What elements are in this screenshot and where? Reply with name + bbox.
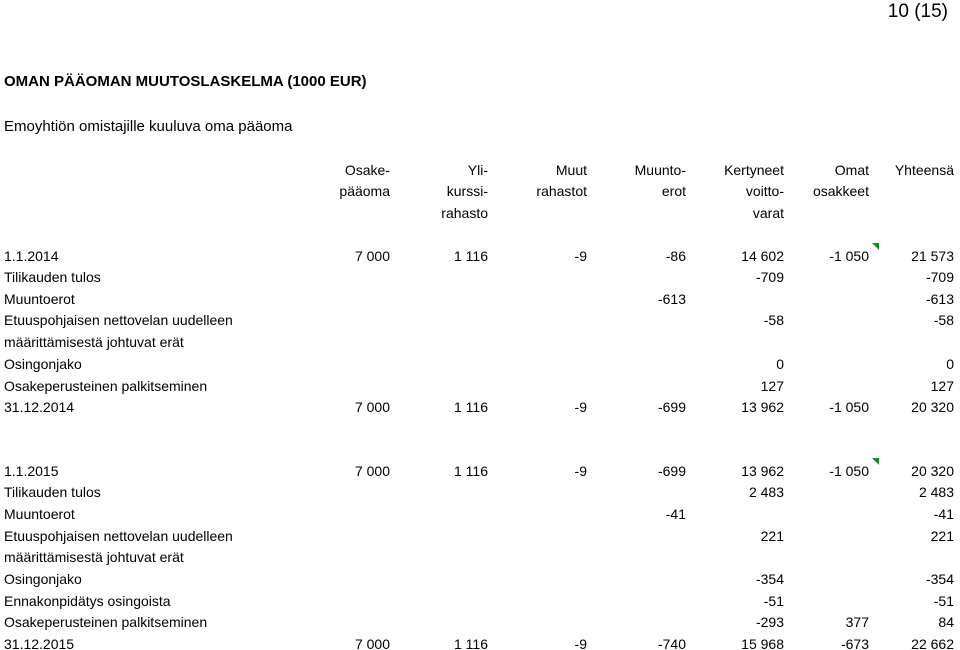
cell-value: -673 (840, 636, 869, 650)
column-header: varat (752, 205, 784, 221)
cell-value: -709 (925, 269, 954, 285)
cell-value: -51 (763, 593, 784, 609)
cell-value: -41 (665, 506, 686, 522)
column-header: Yli- (467, 162, 488, 178)
row-label: Tilikauden tulos (4, 484, 101, 500)
cell-value: 7 000 (354, 248, 390, 264)
cell-value: -51 (933, 593, 954, 609)
cell-value: 2 483 (918, 484, 954, 500)
cell-value: 7 000 (354, 399, 390, 415)
cell-value: 13 962 (741, 463, 784, 479)
column-header: Kertyneet (724, 162, 784, 178)
cell-value: -9 (574, 463, 587, 479)
subtitle: Emoyhtiön omistajille kuuluva oma pääoma (4, 118, 293, 135)
row-label: Tilikauden tulos (4, 269, 101, 285)
row-label: määrittämisestä johtuvat erät (4, 549, 184, 565)
comment-marker-icon (872, 243, 879, 250)
cell-value: -1 050 (829, 463, 869, 479)
column-header: Muunto- (634, 162, 686, 178)
cell-value: 377 (845, 614, 869, 630)
column-header: erot (661, 183, 686, 199)
page-title: OMAN PÄÄOMAN MUUTOSLASKELMA (1000 EUR) (4, 73, 367, 90)
cell-value: -1 050 (829, 399, 869, 415)
column-header: kurssi- (446, 183, 488, 199)
cell-value: -9 (574, 636, 587, 650)
cell-value: 20 320 (911, 463, 954, 479)
row-label: Osakeperusteinen palkitseminen (4, 378, 208, 394)
column-header: rahastot (536, 183, 587, 199)
cell-value: 127 (930, 378, 954, 394)
cell-value: 7 000 (354, 463, 390, 479)
cell-value: 0 (946, 356, 954, 372)
cell-value: 221 (760, 528, 784, 544)
row-label: Ennakonpidätys osingoista (4, 593, 171, 609)
row-label: 31.12.2014 (4, 399, 75, 415)
cell-value: 7 000 (354, 636, 390, 650)
column-header: osakkeet (812, 183, 869, 199)
column-header: Omat (834, 162, 869, 178)
column-header: voitto- (745, 183, 784, 199)
cell-value: -9 (574, 248, 587, 264)
cell-value: 84 (938, 614, 954, 630)
cell-value: -613 (657, 291, 686, 307)
cell-value: -613 (925, 291, 954, 307)
cell-value: 14 602 (741, 248, 784, 264)
cell-value: 13 962 (741, 399, 784, 415)
column-header: rahasto (441, 205, 488, 221)
cell-value: 2 483 (748, 484, 784, 500)
cell-value: -58 (933, 312, 954, 328)
column-header: Muut (555, 162, 587, 178)
row-label: Osingonjako (4, 571, 82, 587)
cell-value: 0 (776, 356, 784, 372)
row-label: Osakeperusteinen palkitseminen (4, 614, 208, 630)
comment-marker-icon (872, 458, 879, 465)
cell-value: 127 (760, 378, 784, 394)
row-label: Osingonjako (4, 356, 82, 372)
row-label: Etuuspohjaisen nettovelan uudelleen (4, 528, 233, 544)
row-label: Muuntoerot (4, 506, 75, 522)
row-label: määrittämisestä johtuvat erät (4, 334, 184, 350)
row-label: 1.1.2014 (4, 248, 59, 264)
cell-value: -1 050 (829, 248, 869, 264)
cell-value: 1 116 (454, 636, 488, 650)
column-header: Osake- (344, 162, 390, 178)
cell-value: 22 662 (911, 636, 954, 650)
cell-value: -699 (657, 399, 686, 415)
cell-value: -354 (925, 571, 954, 587)
column-header: pääoma (339, 183, 390, 199)
cell-value: 1 116 (454, 463, 488, 479)
cell-value: -740 (657, 636, 686, 650)
cell-value: -293 (755, 614, 784, 630)
row-label: Etuuspohjaisen nettovelan uudelleen (4, 312, 233, 328)
cell-value: 1 116 (454, 399, 488, 415)
cell-value: 221 (930, 528, 954, 544)
cell-value: -9 (574, 399, 587, 415)
row-label: Muuntoerot (4, 291, 75, 307)
cell-value: -86 (665, 248, 686, 264)
cell-value: 1 116 (454, 248, 488, 264)
column-header: Yhteensä (894, 162, 954, 178)
cell-value: 15 968 (741, 636, 784, 650)
cell-value: -41 (933, 506, 954, 522)
row-label: 1.1.2015 (4, 463, 59, 479)
cell-value: -354 (755, 571, 784, 587)
cell-value: -709 (755, 269, 784, 285)
cell-value: -58 (763, 312, 784, 328)
cell-value: 20 320 (911, 399, 954, 415)
row-label: 31.12.2015 (4, 636, 75, 650)
cell-value: -699 (657, 463, 686, 479)
page-number: 10 (15) (887, 1, 948, 22)
cell-value: 21 573 (911, 248, 954, 264)
